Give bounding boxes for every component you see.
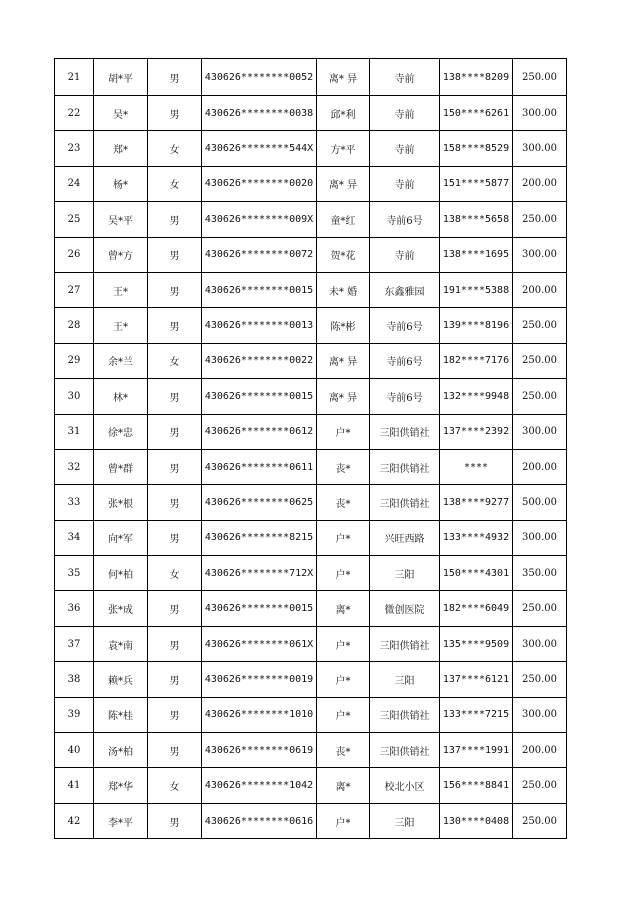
gender-cell: 男 [148,803,202,838]
id-number-cell: 430626********544X [202,131,317,166]
gender-cell: 女 [148,131,202,166]
id-number-cell: 430626********0013 [202,308,317,343]
amount-cell: 200.00 [513,449,567,484]
name-cell: 陈*桂 [94,697,148,732]
phone-cell: 132****9948 [440,379,513,414]
phone-cell: 138****9277 [440,485,513,520]
table-row [55,485,567,520]
name-cell: 余*兰 [94,343,148,378]
name-cell: 杨* [94,166,148,201]
amount-cell: 250.00 [513,379,567,414]
id-number-cell: 430626********0038 [202,96,317,131]
row-number-cell: 21 [55,59,94,96]
table-row [55,59,567,96]
table-row [55,697,567,732]
name-cell: 张*成 [94,591,148,626]
status-cell: 离* [317,591,370,626]
amount-cell: 300.00 [513,520,567,555]
id-number-cell: 430626********0022 [202,343,317,378]
id-number-cell: 430626********0612 [202,414,317,449]
amount-cell: 250.00 [513,591,567,626]
address-cell: 微创医院 [370,591,440,626]
table-row [55,556,567,591]
amount-cell: 250.00 [513,202,567,237]
table-row [55,449,567,484]
amount-cell: 300.00 [513,96,567,131]
table-row [55,308,567,343]
address-cell: 东鑫雅园 [370,272,440,307]
phone-cell: 138****1695 [440,237,513,272]
gender-cell: 男 [148,662,202,697]
gender-cell: 男 [148,59,202,96]
address-cell: 三阳供销社 [370,485,440,520]
gender-cell: 女 [148,343,202,378]
status-cell: 贺*花 [317,237,370,272]
address-cell: 寺前 [370,237,440,272]
gender-cell: 男 [148,96,202,131]
status-cell: 离* 异 [317,343,370,378]
address-cell: 三阳 [370,556,440,591]
address-cell: 寺前 [370,131,440,166]
name-cell: 吴*平 [94,202,148,237]
phone-cell: 137****6121 [440,662,513,697]
phone-cell: **** [440,449,513,484]
name-cell: 王* [94,308,148,343]
address-cell: 寺前6号 [370,343,440,378]
row-number-cell: 30 [55,379,94,414]
address-cell: 三阳供销社 [370,697,440,732]
table-row [55,343,567,378]
gender-cell: 男 [148,308,202,343]
name-cell: 林* [94,379,148,414]
status-cell: 未* 婚 [317,272,370,307]
id-number-cell: 430626********0072 [202,237,317,272]
gender-cell: 男 [148,202,202,237]
name-cell: 郑*华 [94,768,148,803]
phone-cell: 133****4932 [440,520,513,555]
status-cell: 离* [317,768,370,803]
row-number-cell: 24 [55,166,94,201]
amount-cell: 300.00 [513,414,567,449]
phone-cell: 130****0408 [440,803,513,838]
phone-cell: 138****5658 [440,202,513,237]
id-number-cell: 430626********0019 [202,662,317,697]
gender-cell: 男 [148,485,202,520]
row-number-cell: 36 [55,591,94,626]
gender-cell: 男 [148,591,202,626]
name-cell: 曾*群 [94,449,148,484]
status-cell: 户* [317,662,370,697]
row-number-cell: 35 [55,556,94,591]
id-number-cell: 430626********061X [202,626,317,661]
address-cell: 寺前6号 [370,202,440,237]
phone-cell: 182****7176 [440,343,513,378]
row-number-cell: 39 [55,697,94,732]
table-row [55,768,567,803]
row-number-cell: 40 [55,733,94,768]
id-number-cell: 430626********0619 [202,733,317,768]
id-number-cell: 430626********1010 [202,697,317,732]
records-table [54,58,567,839]
row-number-cell: 25 [55,202,94,237]
phone-cell: 150****4301 [440,556,513,591]
address-cell: 寺前6号 [370,379,440,414]
status-cell: 户* [317,626,370,661]
table-row [55,131,567,166]
table-row [55,202,567,237]
status-cell: 户* [317,803,370,838]
amount-cell: 200.00 [513,733,567,768]
address-cell: 兴旺西路 [370,520,440,555]
address-cell: 三阳 [370,662,440,697]
name-cell: 胡*平 [94,59,148,96]
table-row [55,379,567,414]
status-cell: 户* [317,414,370,449]
id-number-cell: 430626********0015 [202,379,317,414]
status-cell: 邱*利 [317,96,370,131]
table-row [55,662,567,697]
id-number-cell: 430626********8215 [202,520,317,555]
phone-cell: 151****5877 [440,166,513,201]
phone-cell: 182****6049 [440,591,513,626]
address-cell: 寺前6号 [370,308,440,343]
phone-cell: 135****9509 [440,626,513,661]
name-cell: 徐*忠 [94,414,148,449]
status-cell: 离* 异 [317,166,370,201]
records-table-body [55,59,567,839]
phone-cell: 137****1991 [440,733,513,768]
row-number-cell: 27 [55,272,94,307]
phone-cell: 156****8841 [440,768,513,803]
amount-cell: 250.00 [513,308,567,343]
status-cell: 陈*彬 [317,308,370,343]
id-number-cell: 430626********0015 [202,272,317,307]
name-cell: 张*根 [94,485,148,520]
table-row [55,733,567,768]
row-number-cell: 28 [55,308,94,343]
amount-cell: 300.00 [513,626,567,661]
gender-cell: 男 [148,449,202,484]
name-cell: 吴* [94,96,148,131]
gender-cell: 男 [148,626,202,661]
phone-cell: 133****7215 [440,697,513,732]
name-cell: 汤*柏 [94,733,148,768]
table-row [55,520,567,555]
amount-cell: 300.00 [513,131,567,166]
id-number-cell: 430626********0616 [202,803,317,838]
gender-cell: 男 [148,520,202,555]
address-cell: 三阳供销社 [370,626,440,661]
address-cell: 寺前 [370,166,440,201]
table-row [55,272,567,307]
gender-cell: 男 [148,379,202,414]
table-row [55,803,567,838]
row-number-cell: 22 [55,96,94,131]
amount-cell: 250.00 [513,768,567,803]
row-number-cell: 31 [55,414,94,449]
gender-cell: 女 [148,166,202,201]
phone-cell: 139****8196 [440,308,513,343]
phone-cell: 137****2392 [440,414,513,449]
gender-cell: 男 [148,237,202,272]
id-number-cell: 430626********009X [202,202,317,237]
row-number-cell: 32 [55,449,94,484]
address-cell: 三阳供销社 [370,449,440,484]
amount-cell: 300.00 [513,237,567,272]
phone-cell: 158****8529 [440,131,513,166]
amount-cell: 250.00 [513,662,567,697]
name-cell: 王* [94,272,148,307]
id-number-cell: 430626********1042 [202,768,317,803]
id-number-cell: 430626********0052 [202,59,317,96]
phone-cell: 138****8209 [440,59,513,96]
amount-cell: 300.00 [513,697,567,732]
id-number-cell: 430626********0020 [202,166,317,201]
name-cell: 袁*南 [94,626,148,661]
phone-cell: 150****6261 [440,96,513,131]
status-cell: 童*红 [317,202,370,237]
row-number-cell: 34 [55,520,94,555]
gender-cell: 女 [148,768,202,803]
table-row [55,591,567,626]
phone-cell: 191****5388 [440,272,513,307]
name-cell: 何*柏 [94,556,148,591]
status-cell: 户* [317,697,370,732]
row-number-cell: 41 [55,768,94,803]
table-row [55,414,567,449]
status-cell: 丧* [317,485,370,520]
amount-cell: 350.00 [513,556,567,591]
name-cell: 李*平 [94,803,148,838]
status-cell: 丧* [317,733,370,768]
row-number-cell: 38 [55,662,94,697]
row-number-cell: 42 [55,803,94,838]
status-cell: 离* 异 [317,59,370,96]
row-number-cell: 37 [55,626,94,661]
id-number-cell: 430626********0625 [202,485,317,520]
amount-cell: 250.00 [513,803,567,838]
gender-cell: 男 [148,272,202,307]
address-cell: 三阳 [370,803,440,838]
name-cell: 赖*兵 [94,662,148,697]
row-number-cell: 26 [55,237,94,272]
amount-cell: 200.00 [513,166,567,201]
table-row [55,96,567,131]
table-row [55,166,567,201]
address-cell: 寺前 [370,59,440,96]
id-number-cell: 430626********712X [202,556,317,591]
address-cell: 校北小区 [370,768,440,803]
amount-cell: 250.00 [513,343,567,378]
address-cell: 三阳供销社 [370,733,440,768]
name-cell: 郑* [94,131,148,166]
amount-cell: 500.00 [513,485,567,520]
table-row [55,626,567,661]
row-number-cell: 33 [55,485,94,520]
id-number-cell: 430626********0015 [202,591,317,626]
status-cell: 户* [317,520,370,555]
status-cell: 户* [317,556,370,591]
name-cell: 曾*方 [94,237,148,272]
amount-cell: 200.00 [513,272,567,307]
table-row [55,237,567,272]
status-cell: 丧* [317,449,370,484]
id-number-cell: 430626********0611 [202,449,317,484]
status-cell: 方*平 [317,131,370,166]
row-number-cell: 29 [55,343,94,378]
address-cell: 三阳供销社 [370,414,440,449]
name-cell: 向*军 [94,520,148,555]
gender-cell: 男 [148,733,202,768]
row-number-cell: 23 [55,131,94,166]
gender-cell: 女 [148,556,202,591]
status-cell: 离* 异 [317,379,370,414]
amount-cell: 250.00 [513,59,567,96]
gender-cell: 男 [148,414,202,449]
address-cell: 寺前 [370,96,440,131]
gender-cell: 男 [148,697,202,732]
